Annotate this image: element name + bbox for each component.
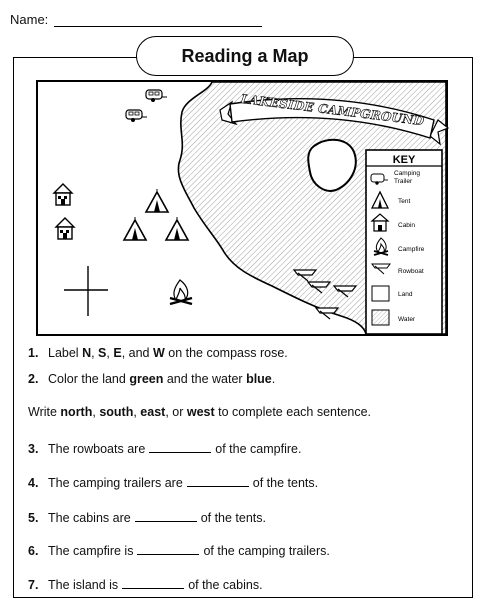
question-2: 2. Color the land green and the water blue .	[28, 372, 276, 386]
banner-text: LAKESIDE CAMPGROUND	[239, 91, 426, 129]
name-label: Name:	[10, 12, 49, 27]
water-swatch-icon	[372, 310, 389, 325]
map-key	[366, 150, 442, 334]
instruction: Write north, south, east, or west to complete each sentence.	[28, 405, 372, 419]
key-label-land: Land	[398, 291, 413, 298]
key-label-campfire: Campfire	[398, 246, 425, 253]
key-label-tent: Tent	[398, 198, 411, 205]
question-6: 6. The campfire is of the camping trailers.	[28, 544, 330, 558]
question-4: 4. The camping trailers are of the tents.	[28, 476, 319, 490]
question-5: 5. The cabins are of the tents.	[28, 511, 267, 525]
answer-blank-7[interactable]	[122, 578, 184, 589]
key-label-rowboat: Rowboat	[398, 268, 424, 275]
answer-blank-6[interactable]	[137, 544, 199, 555]
answer-blank-4[interactable]	[187, 476, 249, 487]
answer-blank-3[interactable]	[149, 442, 211, 453]
name-row	[10, 12, 262, 27]
page-title-text: Reading a Map	[181, 45, 309, 66]
page-title	[136, 36, 354, 76]
answer-blank-5[interactable]	[135, 511, 197, 522]
key-label-trailer-2: Trailer	[394, 178, 413, 185]
question-1: 1. Label N , S , E , and W on the compass rose.	[28, 346, 288, 360]
key-label-cabin: Cabin	[398, 222, 415, 229]
key-label-water: Water	[398, 316, 416, 323]
key-title: KEY	[392, 154, 416, 166]
name-field[interactable]	[54, 14, 262, 27]
question-3: 3. The rowboats are of the campfire.	[28, 442, 302, 456]
campground-map	[36, 80, 456, 338]
land-swatch-icon	[372, 286, 389, 301]
key-label-trailer-1: Camping	[394, 170, 421, 177]
question-7: 7. The island is of the cabins.	[28, 578, 263, 592]
